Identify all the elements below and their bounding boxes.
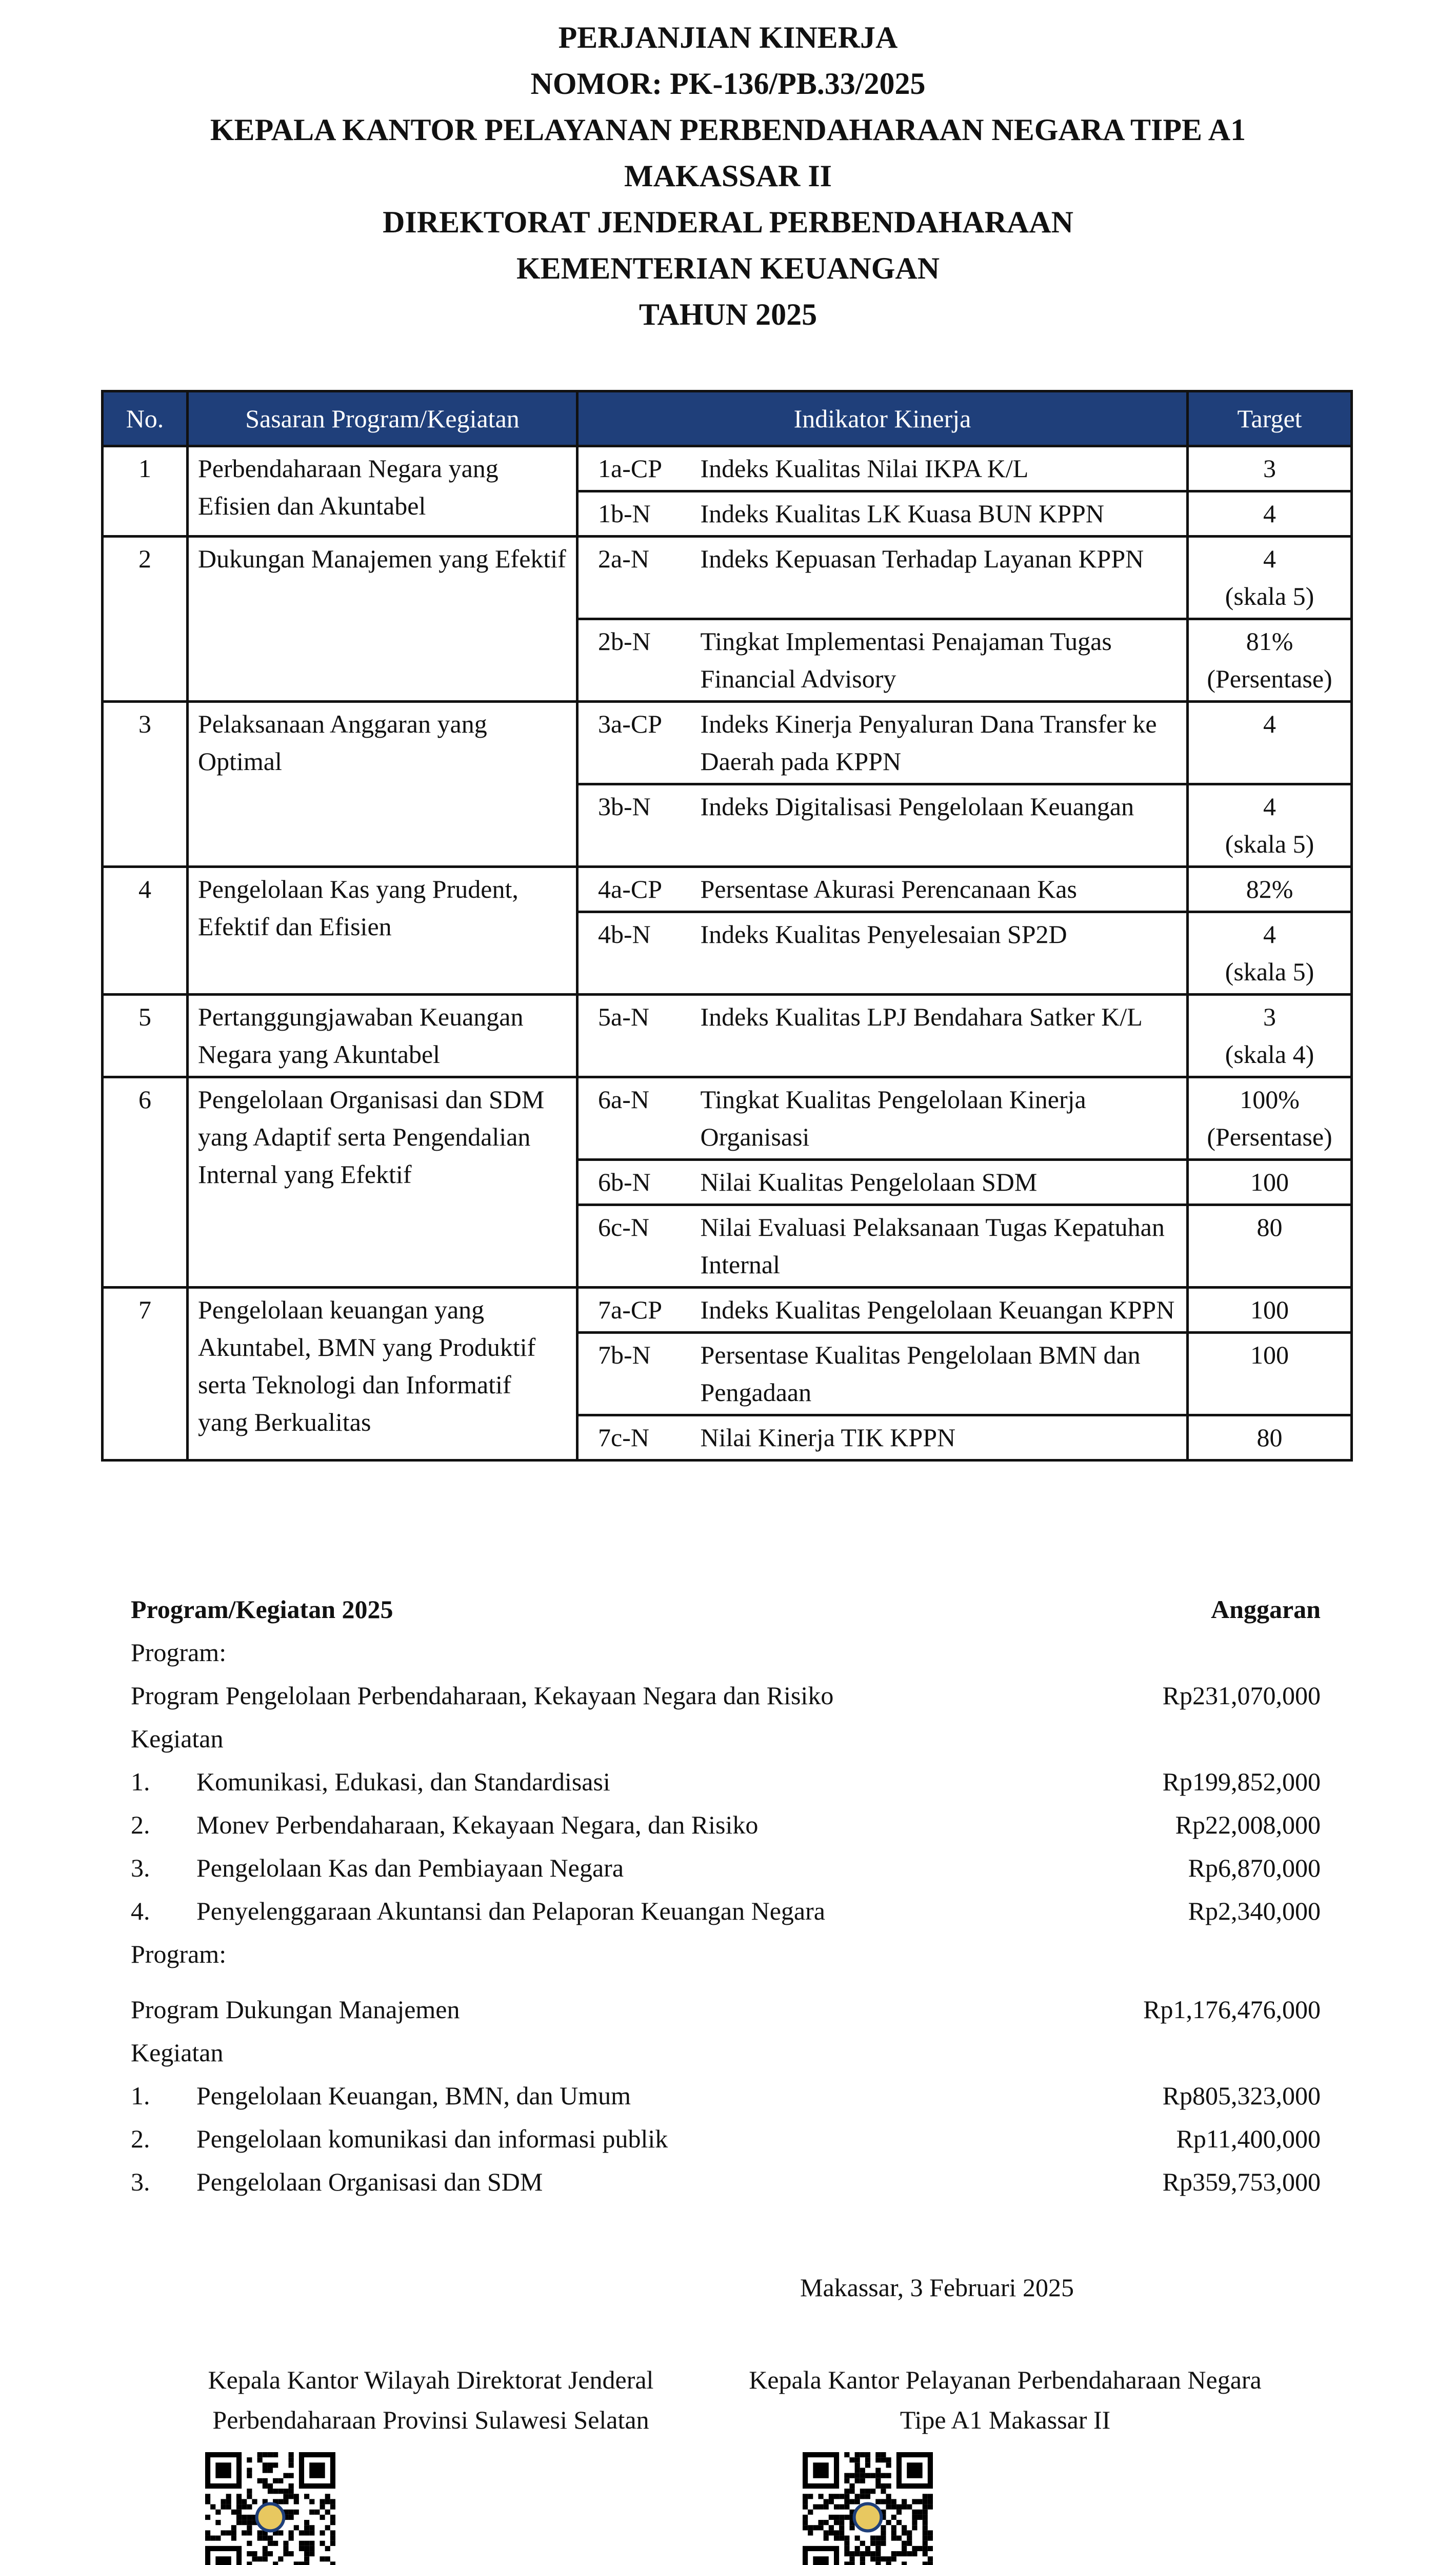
kegiatan-amount: Rp359,753,000	[1162, 2167, 1321, 2196]
right-signatory-title	[703, 2360, 1308, 2440]
column-header-indikator: Indikator Kinerja	[577, 391, 1188, 446]
indicator-text: Indeks Kinerja Penyaluran Dana Transfer ke Daerah pada KPPN	[701, 702, 1188, 784]
performance-table	[101, 390, 1353, 1462]
signatory-title-text	[703, 2360, 1308, 2440]
row-number: 7	[103, 1288, 188, 1461]
kegiatan-number: 3.	[131, 2167, 150, 2196]
kegiatan-name: Pengelolaan komunikasi dan informasi publik	[196, 2124, 668, 2153]
indicator-code: 6c-N	[577, 1205, 701, 1288]
sasaran-cell: Pelaksanaan Anggaran yang Optimal	[188, 702, 577, 867]
target-cell: 100	[1188, 1160, 1352, 1205]
column-header-target: Target	[1188, 391, 1352, 446]
budget-row	[131, 1803, 1321, 1846]
indicator-code: 3b-N	[577, 784, 701, 867]
left-qr-code	[205, 2452, 335, 2565]
column-header-sasaran: Sasaran Program/Kegiatan	[188, 391, 577, 446]
title-line: NOMOR: PK-136/PB.33/2025	[530, 67, 926, 101]
document-title	[0, 14, 1456, 338]
kegiatan-name: Penyelenggaraan Akuntansi dan Pelaporan Keuangan Negara	[196, 1897, 825, 1925]
indicator-code: 2a-N	[577, 537, 701, 619]
indicator-text: Indeks Kualitas Penyelesaian SP2D	[701, 912, 1188, 995]
table-row	[103, 867, 1352, 912]
indicator-code: 7a-CP	[577, 1288, 701, 1333]
indicator-text: Nilai Evaluasi Pelaksanaan Tugas Kepatuhan Internal	[701, 1205, 1188, 1288]
indicator-code: 6b-N	[577, 1160, 701, 1205]
budget-row	[131, 1760, 1321, 1803]
title-line: PERJANJIAN KINERJA	[558, 21, 898, 54]
kegiatan-number: 4.	[131, 1897, 150, 1925]
sasaran-cell: Pengelolaan keuangan yang Akuntabel, BMN yang Produktif serta Teknologi dan Informatif yang Berkualitas	[188, 1288, 577, 1461]
indicator-code: 4b-N	[577, 912, 701, 995]
budget-row	[131, 1588, 1321, 1631]
target-cell: 4 (skala 5)	[1188, 912, 1352, 995]
left-signatory-title	[154, 2360, 708, 2440]
program-name: Program Pengelolaan Perbendaharaan, Kekayaan Negara dan Risiko	[131, 1681, 834, 1710]
table-row	[103, 1288, 1352, 1333]
indicator-code: 7c-N	[577, 1415, 701, 1461]
budget-row	[131, 2074, 1321, 2117]
target-cell: 80	[1188, 1415, 1352, 1461]
budget-row	[131, 1674, 1321, 1717]
indicator-code: 1b-N	[577, 491, 701, 537]
title-line: DIREKTORAT JENDERAL PERBENDAHARAAN	[383, 205, 1073, 239]
kegiatan-amount: Rp11,400,000	[1176, 2124, 1321, 2153]
indicator-code: 2b-N	[577, 619, 701, 702]
row-number: 1	[103, 446, 188, 537]
sasaran-cell: Dukungan Manajemen yang Efektif	[188, 537, 577, 702]
sasaran-cell: Perbendaharaan Negara yang Efisien dan Akuntabel	[188, 446, 577, 537]
target-cell: 4 (skala 5)	[1188, 784, 1352, 867]
budget-amount-heading: Anggaran	[1211, 1595, 1321, 1624]
indicator-text: Indeks Kualitas LK Kuasa BUN KPPN	[701, 491, 1188, 537]
program-label: Program:	[131, 1940, 227, 1968]
kegiatan-number: 1.	[131, 1767, 150, 1796]
row-number: 6	[103, 1077, 188, 1288]
title-line: Perbendaharaan Provinsi Sulawesi Selatan	[212, 2405, 649, 2434]
target-cell: 100% (Persentase)	[1188, 1077, 1352, 1160]
title-line: Kepala Kantor Wilayah Direktorat Jenderal	[208, 2365, 654, 2394]
target-cell: 3	[1188, 446, 1352, 491]
target-cell: 81% (Persentase)	[1188, 619, 1352, 702]
kegiatan-label: Kegiatan	[131, 1724, 224, 1753]
target-cell: 4	[1188, 491, 1352, 537]
program-name: Program Dukungan Manajemen	[131, 1995, 460, 2024]
indicator-code: 4a-CP	[577, 867, 701, 912]
program-label: Program:	[131, 1638, 227, 1667]
place-date: Makassar, 3 Februari 2025	[800, 2273, 1074, 2302]
right-qr-code	[803, 2452, 933, 2565]
target-cell: 82%	[1188, 867, 1352, 912]
kegiatan-amount: Rp199,852,000	[1162, 1767, 1321, 1796]
budget-heading: Program/Kegiatan 2025	[131, 1595, 393, 1624]
budget-row	[131, 2160, 1321, 2203]
target-cell: 4 (skala 5)	[1188, 537, 1352, 619]
indicator-text: Indeks Kepuasan Terhadap Layanan KPPN	[701, 537, 1188, 619]
kegiatan-label: Kegiatan	[131, 2038, 224, 2067]
target-cell: 3 (skala 4)	[1188, 995, 1352, 1077]
budget-row	[131, 1631, 1321, 1674]
indicator-text: Nilai Kinerja TIK KPPN	[701, 1415, 1188, 1461]
title-line: TAHUN 2025	[639, 298, 817, 331]
title-line: Kepala Kantor Pelayanan Perbendaharaan Negara	[749, 2365, 1262, 2394]
kegiatan-amount: Rp2,340,000	[1188, 1897, 1321, 1925]
table-row	[103, 446, 1352, 491]
kegiatan-name: Pengelolaan Kas dan Pembiayaan Negara	[196, 1853, 624, 1882]
kegiatan-amount: Rp805,323,000	[1162, 2081, 1321, 2110]
sasaran-cell: Pengelolaan Kas yang Prudent, Efektif dan Efisien	[188, 867, 577, 995]
indicator-text: Indeks Digitalisasi Pengelolaan Keuangan	[701, 784, 1188, 867]
indicator-text: Nilai Kualitas Pengelolaan SDM	[701, 1160, 1188, 1205]
indicator-text: Tingkat Implementasi Penajaman Tugas Financial Advisory	[701, 619, 1188, 702]
kegiatan-amount: Rp6,870,000	[1188, 1853, 1321, 1882]
kegiatan-number: 2.	[131, 1810, 150, 1839]
indicator-text: Tingkat Kualitas Pengelolaan Kinerja Organisasi	[701, 1077, 1188, 1160]
indicator-code: 3a-CP	[577, 702, 701, 784]
column-header-no: No.	[103, 391, 188, 446]
kegiatan-name: Pengelolaan Keuangan, BMN, dan Umum	[196, 2081, 631, 2110]
target-cell: 4	[1188, 702, 1352, 784]
title-line: MAKASSAR II	[624, 159, 832, 193]
sasaran-cell: Pengelolaan Organisasi dan SDM yang Adaptif serta Pengendalian Internal yang Efektif	[188, 1077, 577, 1288]
budget-row	[131, 2117, 1321, 2160]
table-row	[103, 537, 1352, 619]
indicator-text: Indeks Kualitas Nilai IKPA K/L	[701, 446, 1188, 491]
row-number: 2	[103, 537, 188, 702]
title-line: Tipe A1 Makassar II	[900, 2405, 1111, 2434]
target-cell: 100	[1188, 1333, 1352, 1415]
budget-row	[131, 1988, 1321, 2031]
table-row	[103, 995, 1352, 1077]
signatory-title-text	[154, 2360, 708, 2440]
budget-row	[131, 1889, 1321, 1932]
table-row	[103, 1077, 1352, 1160]
kegiatan-name: Pengelolaan Organisasi dan SDM	[196, 2167, 543, 2196]
title-line: KEPALA KANTOR PELAYANAN PERBENDAHARAAN NEGARA TIPE A1	[210, 113, 1246, 147]
kegiatan-name: Komunikasi, Edukasi, dan Standardisasi	[196, 1767, 610, 1796]
indicator-code: 5a-N	[577, 995, 701, 1077]
indicator-text: Persentase Kualitas Pengelolaan BMN dan Pengadaan	[701, 1333, 1188, 1415]
kegiatan-number: 1.	[131, 2081, 150, 2110]
program-amount: Rp231,070,000	[1162, 1681, 1321, 1710]
target-cell: 100	[1188, 1288, 1352, 1333]
indicator-text: Indeks Kualitas LPJ Bendahara Satker K/L	[701, 995, 1188, 1077]
sasaran-cell: Pertanggungjawaban Keuangan Negara yang Akuntabel	[188, 995, 577, 1077]
indicator-text: Persentase Akurasi Perencanaan Kas	[701, 867, 1188, 912]
target-cell: 80	[1188, 1205, 1352, 1288]
kegiatan-amount: Rp22,008,000	[1175, 1810, 1321, 1839]
table-row	[103, 702, 1352, 784]
indicator-code: 7b-N	[577, 1333, 701, 1415]
title-line: KEMENTERIAN KEUANGAN	[516, 251, 940, 285]
row-number: 4	[103, 867, 188, 995]
indicator-code: 6a-N	[577, 1077, 701, 1160]
kegiatan-name: Monev Perbendaharaan, Kekayaan Negara, dan Risiko	[196, 1810, 759, 1839]
budget-row	[131, 1932, 1321, 1976]
indicator-code: 1a-CP	[577, 446, 701, 491]
program-amount: Rp1,176,476,000	[1143, 1995, 1321, 2024]
budget-row	[131, 1846, 1321, 1889]
kegiatan-number: 3.	[131, 1853, 150, 1882]
budget-row	[131, 1717, 1321, 1760]
indicator-text: Indeks Kualitas Pengelolaan Keuangan KPPN	[701, 1288, 1188, 1333]
row-number: 3	[103, 702, 188, 867]
budget-row	[131, 2031, 1321, 2074]
row-number: 5	[103, 995, 188, 1077]
kegiatan-number: 2.	[131, 2124, 150, 2153]
